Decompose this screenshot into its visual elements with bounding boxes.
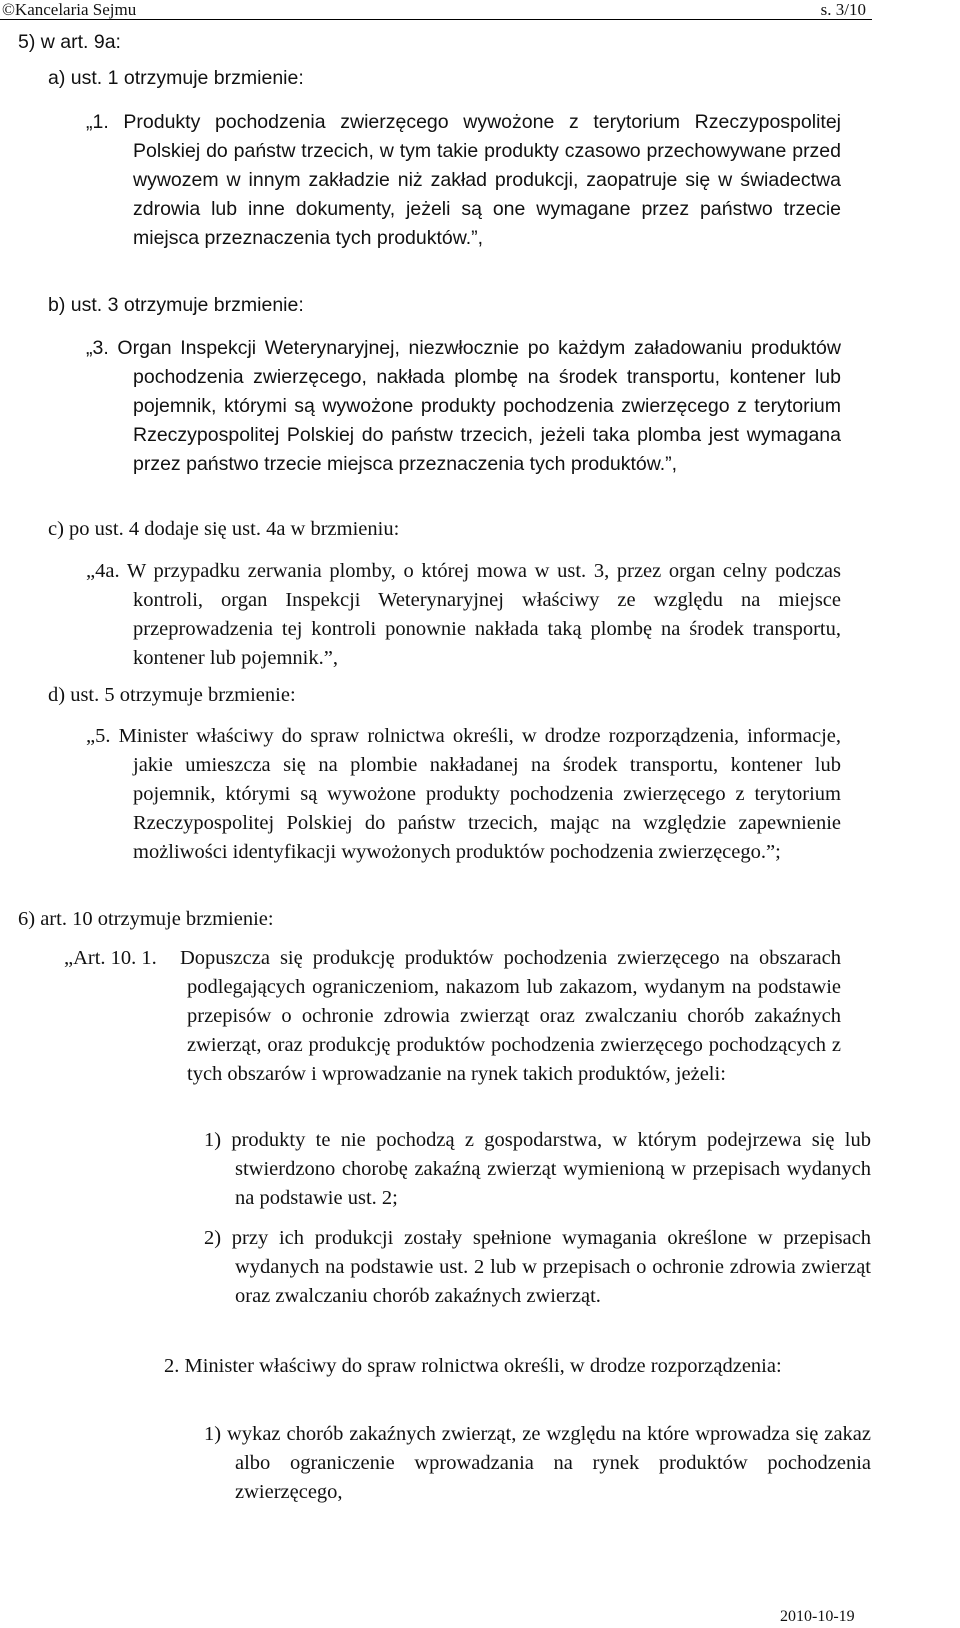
point-5b-intro: b) ust. 3 otrzymuje brzmienie: — [48, 294, 304, 316]
header-page-number: s. 3/10 — [820, 0, 866, 19]
point-5b-text: „3. Organ Inspekcji Weterynaryjnej, niezwłocznie po każdym załadowaniu produktów pochodzenia zwierzęcego, nakłada plombę na środek transportu, kontener lub pojemnik, którymi są wywożone produkty pochodzenia zwierzęcego z terytorium Rzeczypospolitej Polskiej do państw trzecich, jeżeli taka plomba jest wymagana przez państwo trzecie miejsca przeznaczenia tych produktów.”, — [86, 337, 841, 475]
point-5c-text: „4a. W przypadku zerwania plomby, o której mowa w ust. 3, przez organ celny podczas kontroli, organ Inspekcji Weterynaryjnej właściwy ze względu na miejsce przeprowadzenia tej kontroli ponownie nakłada taką plombę na środek transportu, kontener lub pojemnik.”, — [86, 560, 841, 669]
footer-date: 2010-10-19 — [780, 1608, 855, 1625]
header-copyright: ©Kancelaria Sejmu — [2, 0, 137, 19]
point-5: 5) w art. 9a: — [18, 31, 121, 53]
point-6: 6) art. 10 otrzymuje brzmienie: — [18, 908, 274, 930]
art10-ust2-text: 2. Minister właściwy do spraw rolnictwa określi, w drodze rozporządzenia: — [164, 1355, 782, 1377]
art10-ust2-point-1: 1) wykaz chorób zakaźnych zwierząt, ze względu na które wprowadza się zakaz albo ograniczenie wprowadzania na rynek produktów pochodzenia zwierzęcego, — [204, 1423, 871, 1503]
point-5c-intro: c) po ust. 4 dodaje się ust. 4a w brzmieniu: — [48, 518, 400, 540]
page-header — [0, 0, 960, 20]
point-5d-text: „5. Minister właściwy do spraw rolnictwa określi, w drodze rozporządzenia, informacje, jakie umieszcza się na plombie nakładanej na środek transportu, kontener lub pojemnik, którymi są wywożone produkty pochodzenia zwierzęcego z terytorium Rzeczypospolitej Polskiej do państw trzecich, mając na względzie zapewnienie możliwości identyfikacji wywożonych produktów pochodzenia zwierzęcego.”; — [86, 725, 841, 863]
art10-ust1-point-1: 1) produkty te nie pochodzą z gospodarstwa, w którym podejrzewa się lub stwierdzono chorobę zakaźną zwierząt wymienioną w przepisach wydanych na podstawie ust. 2; — [204, 1129, 871, 1209]
header-rule — [0, 19, 872, 20]
point-5d-intro: d) ust. 5 otrzymuje brzmienie: — [48, 684, 296, 706]
art10-ust1-text: Dopuszcza się produkcję produktów pochodzenia zwierzęcego na obszarach podlegających ograniczeniom, nakazom lub zakazom, wydanym na podstawie przepisów o ochronie zdrowia zwierząt oraz zwalczaniu chorób zakaźnych zwierząt, oraz produkcję produktów pochodzenia zwierzęcego pochodzących z tych obszarów i wprowadzanie na rynek takich produktów, jeżeli: — [180, 947, 841, 1085]
art10-label: „Art. 10. 1. — [64, 947, 157, 969]
point-5a-intro: a) ust. 1 otrzymuje brzmienie: — [48, 67, 304, 89]
art10-ust1-point-2: 2) przy ich produkcji zostały spełnione wymagania określone w przepisach wydanych na podstawie ust. 2 lub w przepisach o ochronie zdrowia zwierząt oraz zwalczaniu chorób zakaźnych zwierząt. — [204, 1227, 871, 1307]
point-5a-text: „1. Produkty pochodzenia zwierzęcego wywożone z terytorium Rzeczypospolitej Polskiej do państw trzecich, w tym takie produkty czasowo przechowywane przed wywozem w innym zakładzie niż zakład produkcji, zaopatruje się w świadectwa zdrowia lub inne dokumenty, jeżeli są one wymagane przez państwo trzecie miejsca przeznaczenia tych produktów.”, — [86, 111, 841, 249]
